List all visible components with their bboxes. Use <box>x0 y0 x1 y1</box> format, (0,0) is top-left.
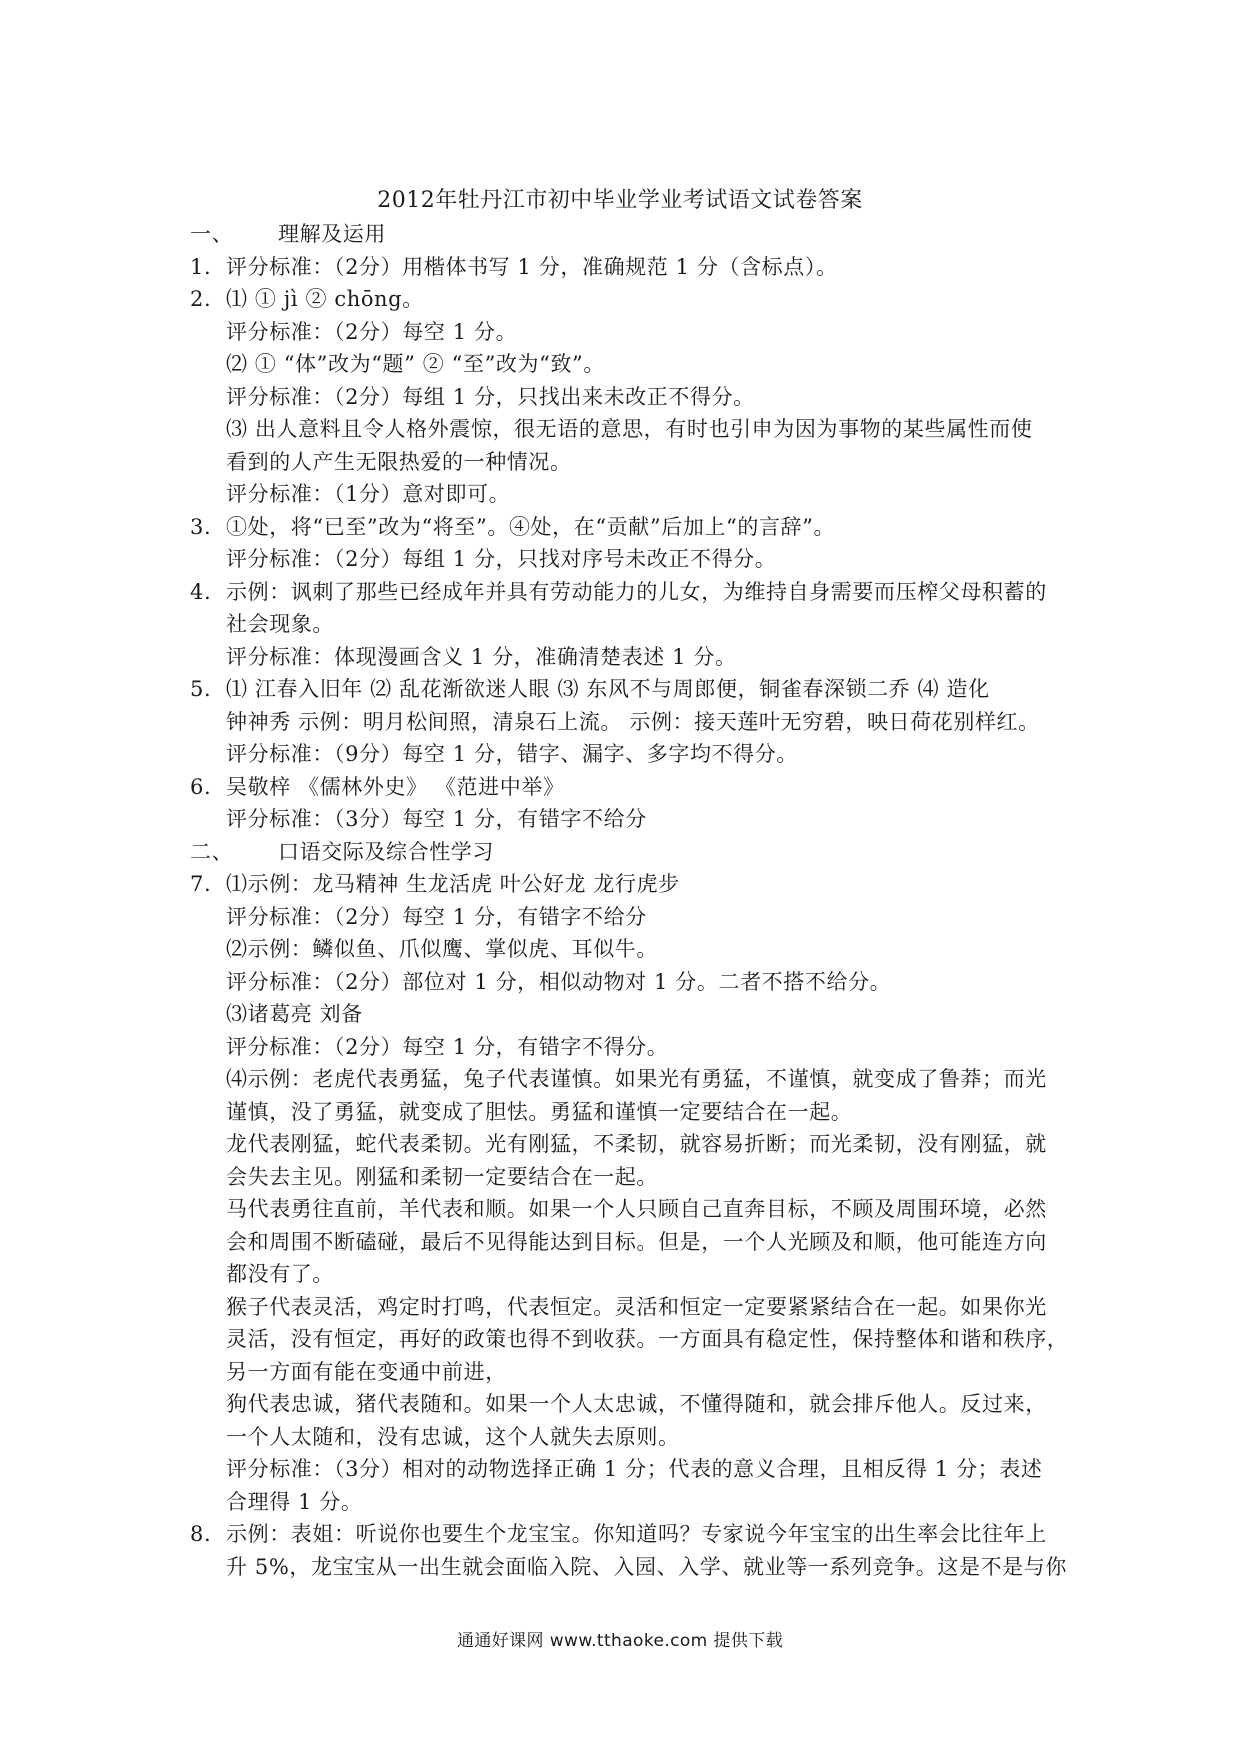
item-text: ①处，将“已至”改为“将至”。④处，在“贡献”后加上“的言辞”。 <box>226 514 836 539</box>
item-text: ⑴示例：龙马精神 生龙活虎 叶公好龙 龙行虎步 <box>226 872 680 896</box>
answer-line: 钟神秀 示例：明月松间照，清泉石上流。 示例：接天莲叶无穷碧，映日荷花别样红。 <box>226 709 1040 734</box>
answer-item <box>190 576 1065 609</box>
section-number: 一、 <box>190 222 234 246</box>
answer-line: 评分标准：（9分）每空 1 分，错字、漏字、多字均不得分。 <box>226 742 798 766</box>
answer-item <box>190 771 1065 804</box>
footer-watermark: 通通好课网 www.tthaoke.com 提供下载 <box>456 1631 784 1651</box>
answer-line: 合理得 1 分。 <box>226 1489 363 1514</box>
section-title: 理解及运用 <box>278 222 386 246</box>
answer-line: 评分标准：（2分）每空 1 分，有错字不给分 <box>226 904 647 929</box>
answer-line: 社会现象。 <box>226 612 334 636</box>
answer-line: 龙代表刚猛，蛇代表柔韧。光有刚猛，不柔韧，就容易折断；而光柔韧，没有刚猛，就 <box>226 1132 1047 1156</box>
answer-line: ⑷示例：老虎代表勇猛，兔子代表谨慎。如果光有勇猛，不谨慎，就变成了鲁莽；而光 <box>226 1067 1047 1091</box>
answer-line: 都没有了。 <box>226 1262 334 1286</box>
answer-line: 评分标准：（2分）每空 1 分。 <box>226 319 518 344</box>
answer-body <box>190 218 1069 1583</box>
item-text: 吴敬梓 《儒林外史》 《范进中举》 <box>226 774 565 799</box>
item-number: 5. <box>190 677 212 701</box>
item-number: 7. <box>190 872 212 896</box>
answer-line: 评分标准：（2分）每组 1 分，只找对序号未改正不得分。 <box>226 547 777 571</box>
answer-line: 评分标准：体现漫画含义 1 分，准确清楚表述 1 分。 <box>226 644 737 669</box>
answer-line: 一个人太随和，没有忠诚，这个人就失去原则。 <box>226 1424 680 1449</box>
answer-item <box>190 673 1065 706</box>
answer-line: 马代表勇往直前，羊代表和顺。如果一个人只顾自己直奔目标，不顾及周围环境，必然 <box>226 1197 1047 1221</box>
answer-line: ⑶ 出人意料且令人格外震惊，很无语的意思，有时也引申为因为事物的某些属性而使 <box>226 417 1033 441</box>
item-number: 3. <box>190 514 212 539</box>
answer-line: ⑶诸葛亮 刘备 <box>226 1002 363 1026</box>
item-number: 8. <box>190 1522 212 1546</box>
answer-item <box>190 511 1065 544</box>
answer-line: ⑵ ① “体”改为“题” ② “至”改为“致”。 <box>226 352 605 376</box>
item-number: 1. <box>190 254 212 279</box>
section-heading <box>190 836 1065 869</box>
section-number: 二、 <box>190 839 234 864</box>
answer-line: 会和周围不断磕碰，最后不见得能达到目标。但是，一个人光顾及和顺，他可能连方向 <box>226 1229 1047 1254</box>
item-text: 示例：讽刺了那些已经成年并具有劳动能力的儿女，为维持自身需要而压榨父母积蓄的 <box>226 579 1047 604</box>
answer-item <box>190 283 1065 316</box>
item-number: 6. <box>190 774 212 799</box>
answer-item <box>190 1518 1065 1551</box>
answer-line: 评分标准：（2分）部位对 1 分，相似动物对 1 分。二者不搭不给分。 <box>226 969 892 994</box>
section-heading <box>190 218 1065 251</box>
item-number: 4. <box>190 579 212 604</box>
answer-line: 看到的人产生无限热爱的一种情况。 <box>226 449 572 474</box>
item-text: 评分标准：（2分）用楷体书写 1 分，准确规范 1 分（含标点）。 <box>226 254 838 279</box>
document-title: 2012年牡丹江市初中毕业学业考试语文试卷答案 <box>377 188 863 213</box>
answer-line: ⑵示例：鳞似鱼、爪似鹰、掌似虎、耳似牛。 <box>226 937 658 961</box>
section-title: 口语交际及综合性学习 <box>278 839 494 864</box>
item-text: ⑴ 江春入旧年 ⑵ 乱花渐欲迷人眼 ⑶ 东风不与周郎便，铜雀春深锁二乔 ⑷ 造化 <box>226 677 990 701</box>
answer-item <box>190 251 1065 284</box>
answer-line: 另一方面有能在变通中前进， <box>226 1359 507 1384</box>
answer-line: 升 5%，龙宝宝从一出生就会面临入院、入园、入学、就业等一系列竞争。这是不是与你 <box>226 1554 1067 1579</box>
answer-line: 评分标准：（1分）意对即可。 <box>226 482 511 506</box>
answer-line: 狗代表忠诚，猪代表随和。如果一个人太忠诚，不懂得随和，就会排斥他人。反过来， <box>226 1392 1047 1416</box>
answer-line: 评分标准：（2分）每空 1 分，有错字不得分。 <box>226 1034 669 1059</box>
item-number: 2. <box>190 287 212 311</box>
answer-line: 会失去主见。刚猛和柔韧一定要结合在一起。 <box>226 1164 658 1189</box>
answer-line: 评分标准：（3分）相对的动物选择正确 1 分；代表的意义合理，且相反得 1 分；表述 <box>226 1457 1043 1481</box>
answer-line: 灵活，没有恒定，再好的政策也得不到收获。一方面具有稳定性，保持整体和谐和秩序， <box>226 1327 1069 1351</box>
answer-line: 谨慎，没了勇猛，就变成了胆怯。勇猛和谨慎一定要结合在一起。 <box>226 1099 853 1124</box>
item-text: 示例：表姐：听说你也要生个龙宝宝。你知道吗？专家说今年宝宝的出生率会比往年上 <box>226 1522 1047 1546</box>
item-text: ⑴ ① jì ② chōng。 <box>226 287 424 311</box>
answer-line: 猴子代表灵活，鸡定时打鸣，代表恒定。灵活和恒定一定要紧紧结合在一起。如果你光 <box>226 1294 1047 1319</box>
answer-line: 评分标准：（2分）每组 1 分，只找出来未改正不得分。 <box>226 384 755 409</box>
answer-item <box>190 868 1065 901</box>
answer-line: 评分标准：（3分）每空 1 分，有错字不给分 <box>226 807 647 831</box>
